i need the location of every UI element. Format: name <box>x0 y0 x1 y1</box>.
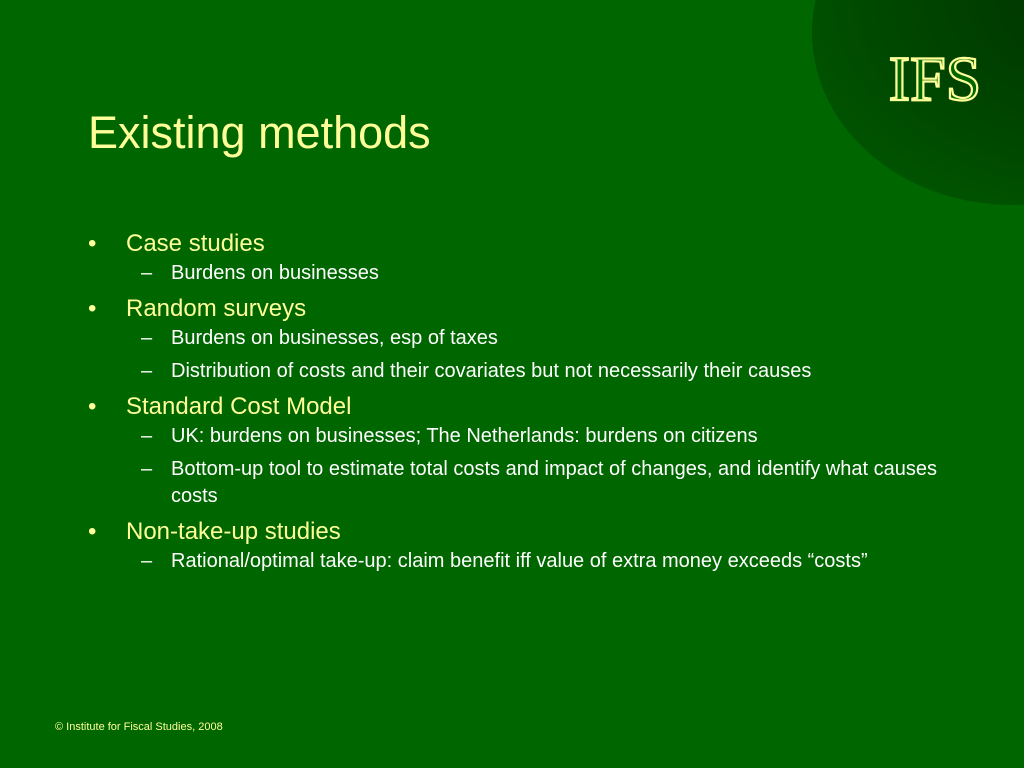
sub-item <box>126 358 966 385</box>
sub-marker: – <box>141 360 153 382</box>
sub-text: UK: burdens on businesses; The Netherlands: burdens on citizens <box>171 425 758 447</box>
bullet-text: Non-take-up studies <box>126 518 341 545</box>
sub-list <box>126 260 966 287</box>
sub-marker: – <box>141 458 153 480</box>
sub-list <box>126 423 966 510</box>
bullet-marker: • <box>88 393 97 420</box>
ifs-logo <box>880 40 990 110</box>
bullet-list <box>86 226 966 581</box>
sub-list <box>126 548 966 575</box>
sub-text: Burdens on businesses, esp of taxes <box>171 327 498 349</box>
bullet-item <box>86 516 966 575</box>
sub-item <box>126 325 966 352</box>
sub-marker: – <box>141 327 153 349</box>
sub-item <box>126 456 966 510</box>
ifs-logo-text: IFS <box>888 43 982 110</box>
bullet-text: Standard Cost Model <box>126 393 352 420</box>
sub-item <box>126 423 966 450</box>
slide-title: Existing methods <box>88 107 431 158</box>
sub-text: Bottom-up tool to estimate total costs and impact of changes, and identify what causes costs <box>171 458 937 507</box>
sub-text: Rational/optimal take-up: claim benefit iff value of extra money exceeds “costs” <box>171 550 868 572</box>
sub-list <box>126 325 966 385</box>
bullet-item <box>86 293 966 385</box>
bullet-item <box>86 391 966 510</box>
sub-marker: – <box>141 550 153 572</box>
sub-marker: – <box>141 425 153 447</box>
bullet-marker: • <box>88 518 97 545</box>
sub-marker: – <box>141 262 153 284</box>
bullet-marker: • <box>88 295 97 322</box>
sub-text: Distribution of costs and their covariates but not necessarily their causes <box>171 360 812 382</box>
sub-text: Burdens on businesses <box>171 262 379 284</box>
sub-item <box>126 260 966 287</box>
sub-item <box>126 548 966 575</box>
copyright-footer: © Institute for Fiscal Studies, 2008 <box>55 721 223 733</box>
bullet-item <box>86 228 966 287</box>
bullet-marker: • <box>88 230 97 257</box>
bullet-text: Random surveys <box>126 295 307 322</box>
bullet-text: Case studies <box>126 230 265 257</box>
